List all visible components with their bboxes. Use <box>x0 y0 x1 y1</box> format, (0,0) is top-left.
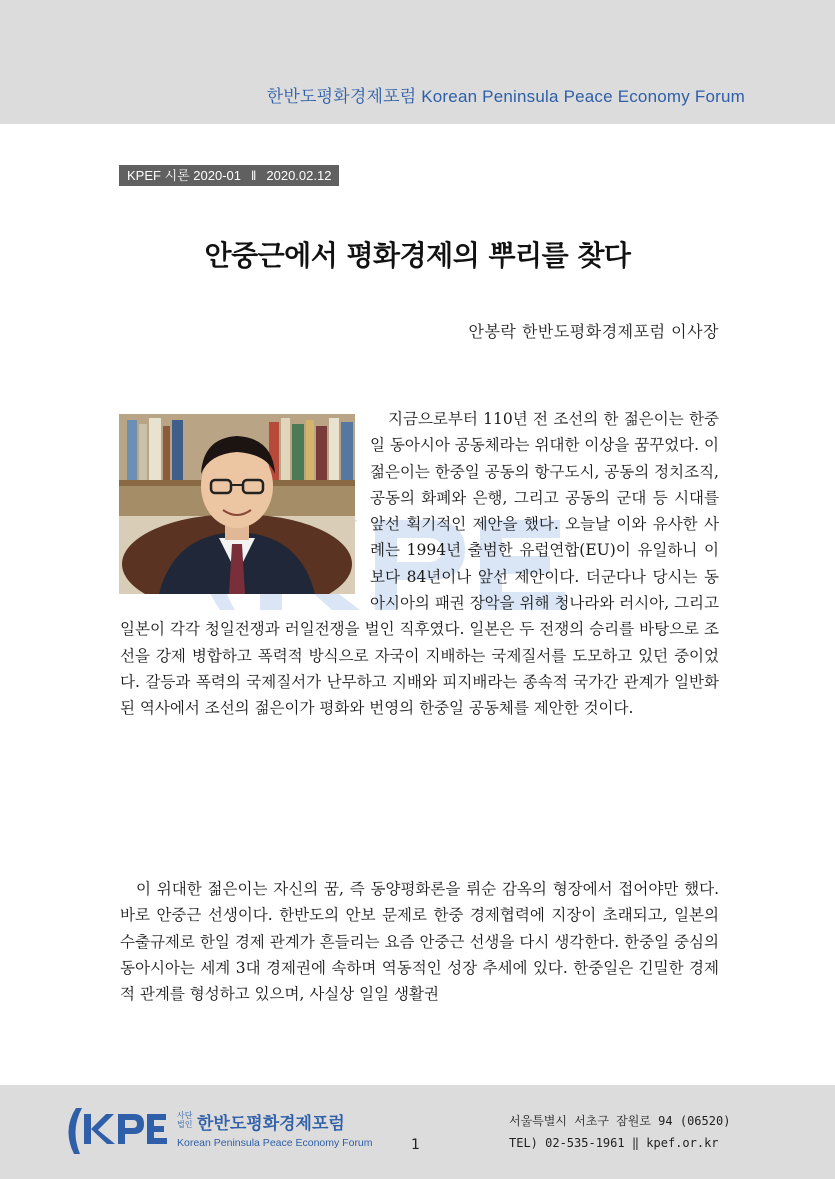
tag-date: 2020.02.12 <box>266 168 332 183</box>
footer-org-name-en: Korean Peninsula Peace Economy Forum <box>177 1137 373 1149</box>
kpef-logo <box>62 1102 180 1158</box>
tag-separator: ‖ <box>251 168 257 183</box>
article-author: 안봉락 한반도평화경제포럼 이사장 <box>468 322 719 341</box>
page-header <box>0 0 835 124</box>
page-number: 1 <box>411 1137 420 1153</box>
column-tag <box>119 165 339 186</box>
paragraph-2: 이 위대한 젊은이는 자신의 꿈, 즉 동양평화론을 뤼순 감옥의 형장에서 접어야만 했다. 바로 안중근 선생이다. 한반도의 안보 문제로 한중 경제협력에 지장이 초래되고, 일본의 수출규제로 한일 경제 관계가 흔들리는 요즘 안중근 선생을 다시 생각한다. 한중일 중심의 동아시아는 세계 3대 경제권에 속하며 역동적인 성장 추세에 있다. 한중일은 긴밀한 경제적 관계를 형성하고 있으며, 사실상 일일 생활권 <box>120 880 719 1004</box>
paragraph-1 <box>120 406 719 722</box>
footer-contact: TEL) 02-535-1961 ‖ kpef.or.kr <box>509 1136 719 1150</box>
header-title: 한반도평화경제포럼 Korean Peninsula Peace Economy Forum <box>266 87 745 106</box>
footer-address: 서울특별시 서초구 잠원로 94 (06520) <box>509 1114 731 1128</box>
tag-series: KPEF 시론 2020-01 <box>127 168 242 183</box>
footer-org-name: 한반도평화경제포럼 <box>197 1114 345 1134</box>
corporation-mark <box>177 1111 192 1129</box>
photo-spacer <box>120 406 370 592</box>
corporation-mark-line2: 법인 <box>177 1120 193 1129</box>
corporation-mark-line1: 사단 <box>177 1111 193 1120</box>
article-title: 안중근에서 평화경제의 뿌리를 찾다 <box>204 239 631 272</box>
paragraph-1-text: 지금으로부터 110년 전 조선의 한 젊은이는 한중일 동아시아 공동체라는 위대한 이상을 꿈꾸었다. 이 젊은이는 한중일 공동의 항구도시, 공동의 정치조직, 공동의 화폐와 은행, 그리고 공동의 군대 등 시대를 앞선 획기적인 제안을 했다. 오늘날 이와 유사한 사례는 1994년 출범한 유럽연합(EU)이 유일하니 이보다 84년이나 앞선 제안이다. 더군다나 당시는 동아시아의 패권 장악을 위해 청나라와 러시아, 그리고 일본이 각각 청일전쟁과 러일전쟁을 벌인 직후였다. 일본은 두 전쟁의 승리를 바탕으로 조선을 강제 병합하고 폭력적 방식으로 자국이 지배하는 국제질서를 도모하고 있던 중이었다. 갈등과 폭력의 국제질서가 난무하고 지배와 피지배라는 종속적 국가간 관계가 일반화된 역사에서 조선의 젊은이가 평화와 번영의 한중일 공동체를 제안한 것이다. <box>120 410 719 718</box>
